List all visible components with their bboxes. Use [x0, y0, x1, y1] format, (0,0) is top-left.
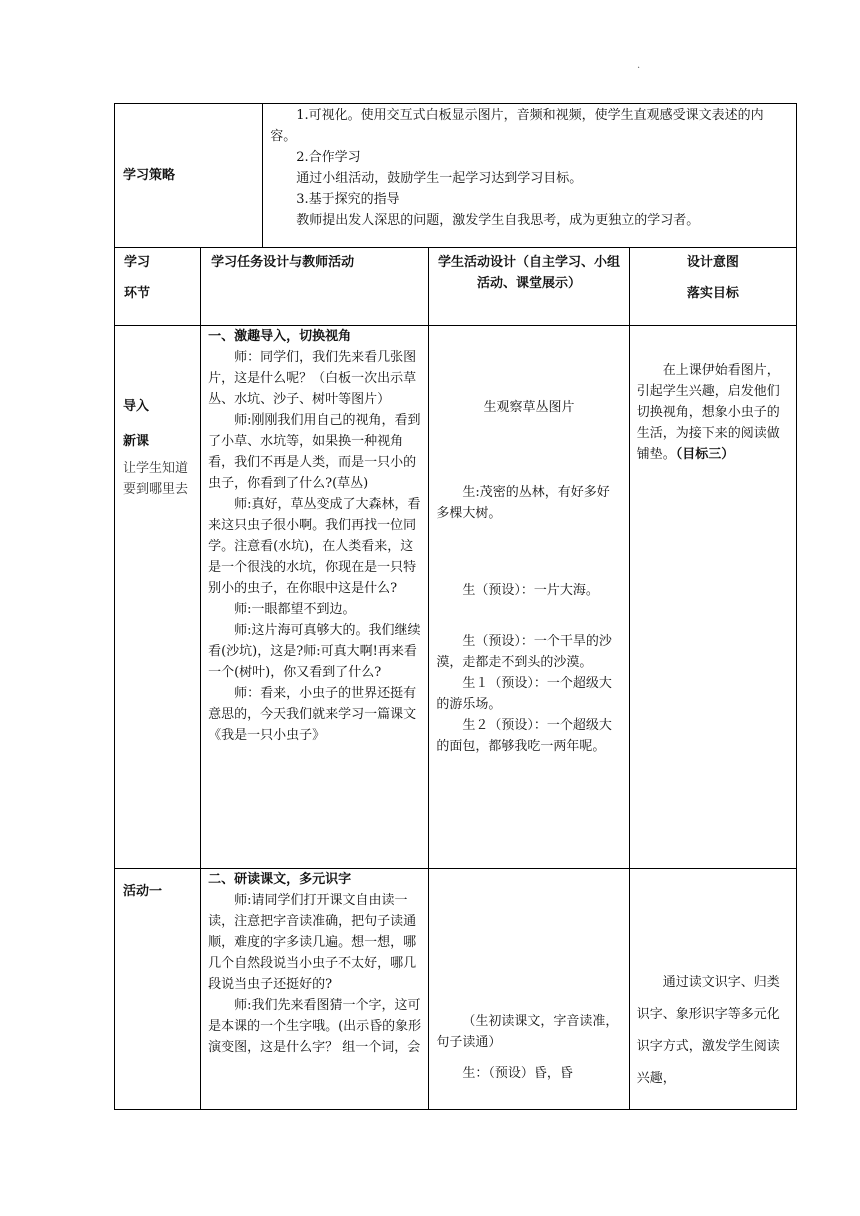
intro-teacher-1: 师：同学们，我们先来看几张图片，这是什么呢？（白板一次出示草丛、水坑、沙子、树叶等图片）	[208, 350, 417, 407]
activity1-teacher-1: 师:请同学们打开课文自由读一读，注意把字音读准确，把句子读通顺，难度的字多读几遍。想一想，哪几个自然段说当小虫子不太好，哪几段说当虫子还挺好的?	[208, 893, 417, 992]
strategy-line-4: 3.基于探究的指导	[296, 192, 400, 207]
activity1-student-1: （生初读课文，字音读准，句子读通）	[436, 1014, 619, 1050]
strategy-line-3: 通过小组活动，鼓励学生一起学习达到学习目标。	[296, 171, 583, 186]
strategy-row	[115, 104, 797, 248]
activity1-teacher-2: 师:我们先来看图猜一个字，这可是本课的一个生字哦。(出示昏的象形演变图，这是什么字？ 组一个词，会	[208, 998, 422, 1055]
intro-intent-text: 在上课伊始看图片，引起学生兴趣，启发他们切换视角，想象小虫子的生活，为接下来的阅读做铺垫。	[636, 363, 780, 462]
header-stage-line2: 环节	[124, 286, 151, 301]
activity1-label: 活动一	[123, 884, 163, 899]
intro-teacher-6: 师：看来，小虫子的世界还挺有意思的，今天我们就来学习一篇课文《我是一只小虫子》	[208, 686, 417, 743]
intro-student-4: 生（预设）：一个干旱的沙漠，走都走不到头的沙漠。	[436, 634, 612, 670]
activity1-intent: 通过读文识字、归类识字、象形识字等多元化识字方式，激发学生阅读兴趣，	[636, 975, 780, 1086]
intro-teacher-2: 师:刚刚我们用自己的视角，看到了小草、水坑等，如果换一种视角看，我们不再是人类，而是一只小的虫子，你看到了什么?(草丛)	[208, 413, 421, 491]
header-intent: 设计意图	[686, 255, 739, 270]
activity1-row	[115, 869, 797, 1110]
activity1-student-2: 生：（预设）昏，昏	[462, 1066, 573, 1081]
intro-teacher-4: 师:一眼都望不到边。	[234, 602, 356, 617]
intro-title: 一、激趣导入，切换视角	[208, 329, 352, 344]
intro-student-2: 生:茂密的丛林，有好多好多棵大树。	[436, 485, 610, 521]
lesson-plan-table	[114, 103, 797, 1110]
strategy-line-5: 教师提出发人深思的问题，激发学生自我思考，成为更独立的学习者。	[296, 213, 700, 228]
header-task-design: 学习任务设计与教师活动	[211, 255, 355, 270]
strategy-line-1: 1.可视化。使用交互式白板显示图片，音频和视频，使学生直观感受课文表述的内容。	[270, 108, 764, 144]
strategy-line-2: 2.合作学习	[296, 150, 361, 165]
corner-mark: .	[637, 60, 641, 71]
intro-student-6: 生２（预设）：一个超级大的面包，都够我吃一两年呢。	[436, 718, 612, 754]
header-row	[115, 248, 797, 326]
intro-label-2: 新课	[123, 434, 150, 449]
intro-student-1: 生观察草丛图片	[483, 400, 575, 415]
activity1-title: 二、研读课文，多元识字	[208, 872, 352, 887]
strategy-label: 学习策略	[123, 168, 176, 183]
intro-teacher-3: 师:真好，草丛变成了大森林，看来这只虫子很小啊。我们再找一位同学。注意看(水坑)，在人类看来，这是一个很浅的水坑，你现在是一只特别小的虫子，在你眼中这是什么?	[208, 497, 421, 596]
intro-label-1: 导入	[123, 399, 150, 414]
intro-intent	[637, 360, 789, 465]
intro-student-5: 生１（预设）：一个超级大的游乐场。	[436, 676, 612, 712]
intro-row	[115, 326, 797, 869]
intro-student-3: 生（预设）：一片大海。	[462, 583, 599, 598]
intro-intent-goal: （目标三）	[675, 447, 735, 462]
intro-label-note: 让学生知道要到哪里去	[123, 461, 189, 497]
header-student-activity: 学生活动设计（自主学习、小组活动、课堂展示）	[438, 255, 621, 291]
header-goal: 落实目标	[686, 286, 739, 301]
intro-teacher-5: 师:这片海可真够大的。我们继续看(沙坑)，这是?师:可真大啊!再来看一个(树叶)，你又看到了什么?	[208, 623, 421, 680]
header-stage-line1: 学习	[124, 255, 151, 270]
